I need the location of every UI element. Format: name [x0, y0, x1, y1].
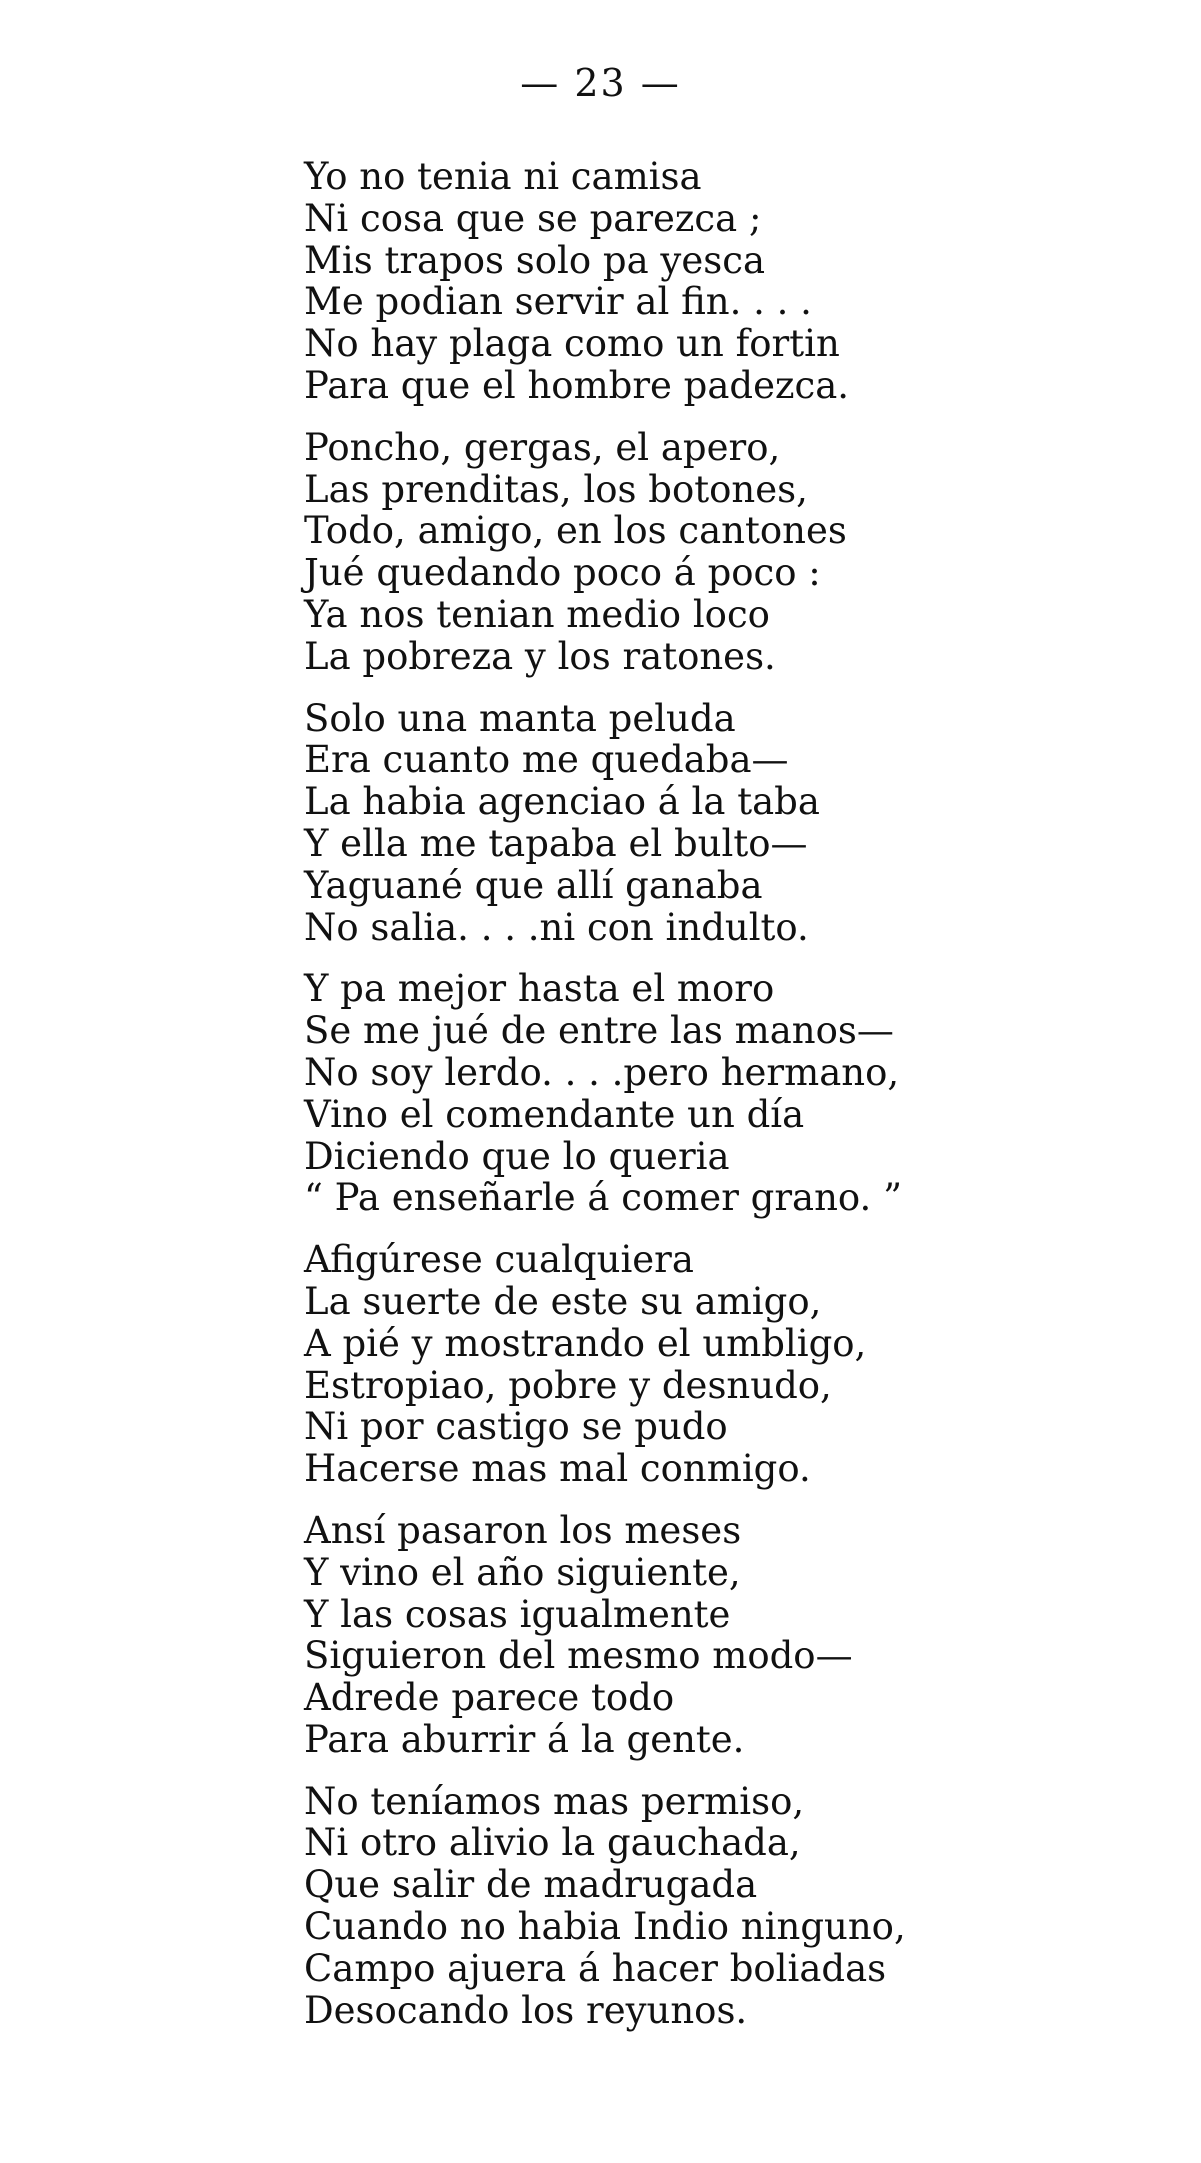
verse-line: Solo una manta peluda — [304, 696, 736, 740]
verse-line: Afigúrese cualquiera — [304, 1238, 694, 1282]
verse-line: Ni otro alivio la gauchada, — [304, 1821, 801, 1865]
verse-line: Siguieron del mesmo modo— — [304, 1634, 853, 1678]
verse-line: Era cuanto me quedaba— — [304, 738, 789, 782]
verse-line: No hay plaga como un fortin — [304, 322, 840, 366]
verse-line: Ansí pasaron los meses — [304, 1508, 742, 1552]
verse-line: Adrede parece todo — [304, 1676, 675, 1720]
verse-line: Vino el comendante un día — [304, 1092, 805, 1136]
verse-line: A pié y mostrando el umbligo, — [304, 1321, 867, 1365]
stanza — [304, 698, 1184, 949]
stanza — [304, 1510, 1184, 1761]
verse-line: Ya nos tenian medio loco — [304, 592, 770, 636]
verse-line: Todo, amigo, en los cantones — [304, 509, 847, 553]
verse-line: Las prenditas, los botones, — [304, 467, 808, 511]
verse-line: Y pa mejor hasta el moro — [304, 967, 775, 1011]
verse-line: No soy lerdo. . . .pero hermano, — [304, 1050, 900, 1094]
verse-line: La habia agenciao á la taba — [304, 780, 820, 824]
verse-line: “ Pa enseñarle á comer grano. ” — [304, 1176, 902, 1220]
stanza — [304, 1239, 1184, 1490]
verse-line: Jué quedando poco á poco : — [304, 551, 821, 595]
verse-line: Ni cosa que se parezca ; — [304, 196, 762, 240]
verse-line: Para que el hombre padezca. — [304, 363, 850, 407]
verse-line: La pobreza y los ratones. — [304, 634, 776, 678]
stanza — [304, 427, 1184, 678]
verse-line: Y las cosas igualmente — [304, 1592, 731, 1636]
verse-line: Estropiao, pobre y desnudo, — [304, 1363, 832, 1407]
stanza — [304, 968, 1184, 1219]
verse-line: La suerte de este su amigo, — [304, 1279, 822, 1323]
verse-line: Desocando los reyunos. — [304, 1988, 748, 2032]
verse-line: Y vino el año siguiente, — [304, 1550, 741, 1594]
verse-line: Ni por castigo se pudo — [304, 1405, 728, 1449]
page-number: — 23 — — [520, 61, 681, 105]
verse-line: Que salir de madrugada — [304, 1863, 758, 1907]
verse-line: Diciendo que lo queria — [304, 1134, 730, 1178]
verse-line: Se me jué de entre las manos— — [304, 1009, 894, 1053]
verse-line: Yaguané que allí ganaba — [304, 863, 763, 907]
verse-line: Mis trapos solo pa yesca — [304, 238, 766, 282]
verse-line: Y ella me tapaba el bulto— — [304, 821, 808, 865]
stanza — [304, 1781, 1184, 2032]
verse-line: Para aburrir á la gente. — [304, 1717, 745, 1761]
verse-line: Hacerse mas mal conmigo. — [304, 1447, 811, 1491]
verse-line: Cuando no habia Indio ninguno, — [304, 1905, 906, 1949]
verse-line: Yo no tenia ni camisa — [304, 155, 702, 198]
verse-line: Me podian servir al fin. . . . — [304, 280, 812, 324]
verse-line: No teníamos mas permiso, — [304, 1779, 805, 1823]
stanza — [304, 156, 1184, 407]
poem-body — [304, 156, 1184, 2051]
verse-line: No salia. . . .ni con indulto. — [304, 905, 809, 949]
verse-line: Poncho, gergas, el apero, — [304, 425, 781, 469]
verse-line: Campo ajuera á hacer boliadas — [304, 1946, 887, 1990]
